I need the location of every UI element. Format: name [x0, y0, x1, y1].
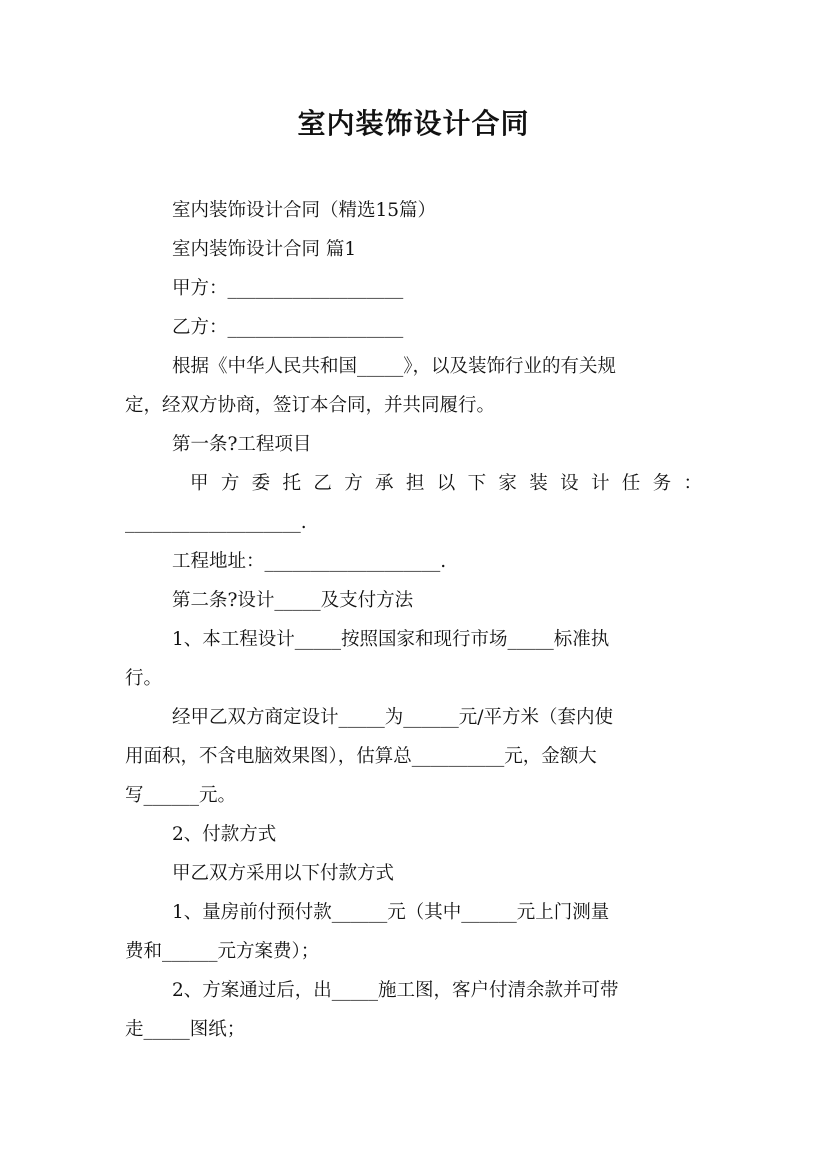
paragraph-line: 室内装饰设计合同（精选15篇） [172, 200, 437, 221]
paragraph-line: 1、量房前付预付款______元（其中______元上门测量 [172, 902, 610, 923]
paragraph-line: 1、本工程设计_____按照国家和现行市场_____标准执 [172, 629, 610, 650]
paragraph-line: 走_____图纸； [125, 1019, 246, 1040]
paragraph-line: 费和______元方案费）； [125, 941, 320, 962]
paragraph-line: 根据《中华人民共和国_____》，以及装饰行业的有关规 [172, 356, 617, 377]
paragraph-line: 用面积，不含电脑效果图），估算总__________元，金额大 [125, 746, 597, 767]
paragraph-line: 工程地址：___________________. [172, 551, 447, 572]
party-b-line: 乙方：___________________ [172, 317, 404, 338]
party-a-line: 甲方：___________________ [172, 278, 404, 299]
paragraph-line: 经甲乙双方商定设计_____为______元/平方米（套内使 [172, 707, 613, 728]
paragraph-line: 甲乙双方采用以下付款方式 [172, 863, 395, 884]
paragraph-line: 写______元。 [125, 785, 237, 806]
paragraph-line: ___________________. [125, 512, 307, 533]
paragraph-line: 行。 [125, 668, 163, 689]
paragraph-line: 室内装饰设计合同 篇1 [172, 239, 357, 260]
section-heading: 第一条?工程项目 [172, 434, 312, 455]
paragraph-line: 2、方案通过后，出_____施工图，客户付清余款并可带 [172, 980, 619, 1001]
paragraph-line: 2、付款方式 [172, 824, 277, 845]
document-title: 室内装饰设计合同 [297, 107, 530, 140]
paragraph-line: 甲方委托乙方承担以下家装设计任务： [190, 473, 702, 494]
section-heading: 第二条?设计_____及支付方法 [172, 590, 414, 611]
paragraph-line: 定，经双方协商，签订本合同，并共同履行。 [125, 395, 496, 416]
